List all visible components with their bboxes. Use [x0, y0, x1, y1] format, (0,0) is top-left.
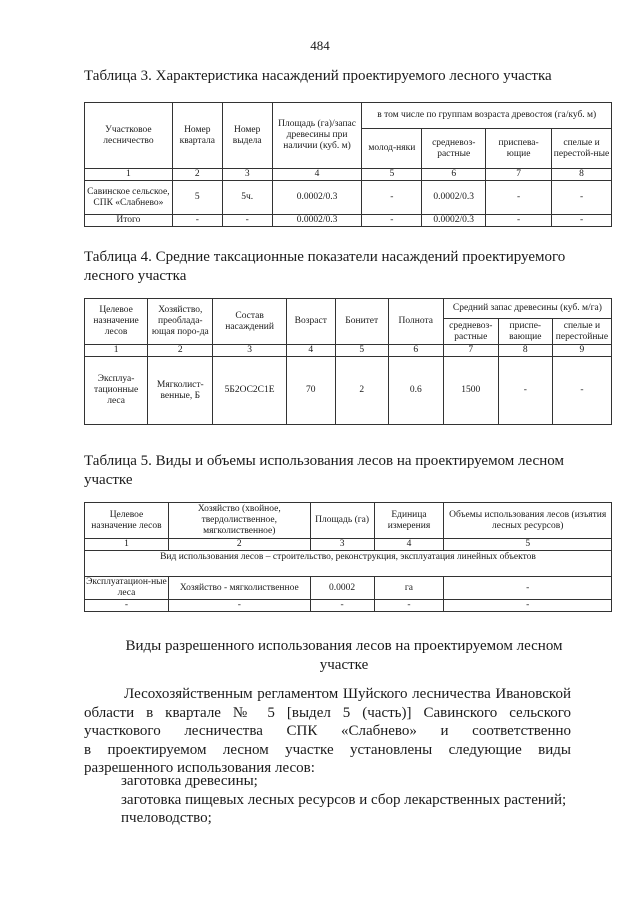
t4-cell: 0.6	[388, 357, 443, 425]
t4-header-stock: Средний запас древесины (куб. м/га)	[443, 299, 611, 319]
t4-header-maturing: приспе-вающие	[498, 319, 552, 345]
section-heading-line: участке	[319, 657, 369, 673]
table-row	[85, 577, 612, 600]
table-row	[85, 181, 612, 215]
t5-cell: -	[85, 600, 169, 612]
table-row-total	[85, 215, 612, 227]
t3-cell: -	[222, 215, 272, 227]
t4-num: 4	[286, 345, 335, 357]
t3-cell: -	[552, 215, 612, 227]
t4-cell: 1500	[443, 357, 498, 425]
t4-num: 7	[443, 345, 498, 357]
t5-cell: 0.0002	[310, 577, 374, 600]
t5-cell: -	[444, 577, 612, 600]
section-heading	[84, 637, 604, 675]
t4-num: 1	[85, 345, 148, 357]
t4-cell: 70	[286, 357, 335, 425]
t4-header-bonitet: Бонитет	[335, 299, 388, 345]
t4-num: 8	[498, 345, 552, 357]
list-item: заготовка древесины;	[121, 773, 258, 789]
t4-header-density: Полнота	[388, 299, 443, 345]
t3-num: 8	[552, 169, 612, 181]
paragraph-line: участкового лесничества СПК «Слабнево» и соответственно	[84, 723, 571, 740]
t3-header-mature: спелые и перестой-ные	[552, 129, 612, 169]
permitted-uses-list	[121, 772, 566, 828]
t5-num: 1	[85, 539, 169, 551]
t3-cell: 0.0002/0.3	[422, 181, 486, 215]
t3-cell: -	[172, 215, 222, 227]
t3-cell: -	[486, 215, 552, 227]
t3-num: 2	[172, 169, 222, 181]
table3-caption: Таблица 3. Характеристика насаждений проектируемого лесного участка	[84, 68, 552, 84]
t4-cell: 2	[335, 357, 388, 425]
section-paragraph	[84, 685, 571, 778]
t3-cell: 0.0002/0.3	[422, 215, 486, 227]
t5-header-unit: Единица измерения	[374, 503, 444, 539]
t3-header-maturing: приспева-ющие	[486, 129, 552, 169]
t4-number-row	[85, 345, 612, 357]
t5-usage-type-row: Вид использования лесов – строительство, реконструкция, эксплуатация линейных объектов	[85, 551, 612, 577]
t3-num: 3	[222, 169, 272, 181]
t3-header-quarter: Номер квартала	[172, 103, 222, 169]
t3-cell: 0.0002/0.3	[272, 215, 362, 227]
t4-cell: Мягколист-венные, Б	[148, 357, 213, 425]
t5-num: 2	[168, 539, 310, 551]
table4	[84, 298, 612, 425]
t4-cell: -	[552, 357, 611, 425]
t4-num: 9	[552, 345, 611, 357]
paragraph-line: Лесохозяйственным регламентом Шуйского лесничества Ивановской	[124, 686, 571, 702]
t5-num: 3	[310, 539, 374, 551]
t5-cell: Хозяйство - мягколиственное	[168, 577, 310, 600]
t3-cell: Савинское сельское, СПК «Слабнево»	[85, 181, 173, 215]
t5-header-volumes: Объемы использования лесов (изъятия лесных ресурсов)	[444, 503, 612, 539]
t5-cell: Эксплуатацион-ные леса	[86, 577, 167, 598]
page-number: 484	[310, 38, 330, 53]
t3-number-row	[85, 169, 612, 181]
t3-cell: 5ч.	[222, 181, 272, 215]
section-heading-line: Виды разрешенного использования лесов на проектируемом лесном	[125, 638, 563, 654]
t3-cell: 5	[172, 181, 222, 215]
table-row	[85, 600, 612, 612]
paragraph-line: разрешенного использования лесов:	[84, 760, 315, 777]
list-item: заготовка пищевых лесных ресурсов и сбор лекарственных растений;	[121, 791, 567, 808]
t3-num: 5	[362, 169, 422, 181]
t3-header-age-groups: в том числе по группам возраста древостоя (га/куб. м)	[362, 103, 612, 129]
t5-cell: -	[374, 600, 444, 612]
t3-header-middle-aged: средневоз-растные	[422, 129, 486, 169]
t4-header-composition: Состав насаждений	[213, 299, 286, 345]
t5-num: 4	[374, 539, 444, 551]
t3-num: 1	[85, 169, 173, 181]
t5-cell: га	[374, 577, 444, 600]
list-item: пчеловодство;	[121, 810, 212, 827]
table-row	[85, 357, 612, 425]
t4-header-age: Возраст	[286, 299, 335, 345]
table4-caption: Таблица 4. Средние таксационные показатели насаждений проектируемого лесного участка	[84, 249, 566, 284]
table5	[84, 502, 612, 612]
table5-caption: Таблица 5. Виды и объемы использования лесов на проектируемом лесном участке	[84, 453, 564, 488]
t3-cell: -	[552, 181, 612, 215]
paragraph-line: области в квартале № 5 [выдел 5 (часть)] Савинского сельского	[84, 704, 571, 721]
t3-header-young: молод-няки	[362, 129, 422, 169]
t5-number-row	[85, 539, 612, 551]
t4-header-middle-aged: средневоз-растные	[443, 319, 498, 345]
t5-header-economy: Хозяйство (хвойное, твердолиственное, мягколиственное)	[168, 503, 310, 539]
t3-cell: -	[362, 181, 422, 215]
t3-num: 7	[486, 169, 552, 181]
t4-cell: 5Б2ОС2С1Е	[213, 357, 286, 425]
t4-cell: -	[498, 357, 552, 425]
t3-cell: -	[362, 215, 422, 227]
t5-header-area: Площадь (га)	[310, 503, 374, 539]
t3-header-area: Площадь (га)/запас древесины при наличии (куб. м)	[272, 103, 362, 169]
t5-header-purpose: Целевое назначение лесов	[85, 503, 169, 539]
t5-cell: -	[444, 600, 612, 612]
t3-header-forestry: Участковое лесничество	[85, 103, 173, 169]
paragraph-line: в проектируемом лесном участке установлены следующие виды	[84, 741, 571, 758]
t3-cell: Итого	[85, 215, 173, 227]
t4-header-economy: Хозяйство, преоблада-ющая поро-да	[148, 299, 213, 345]
t4-num: 2	[148, 345, 213, 357]
t3-cell: 0.0002/0.3	[272, 181, 362, 215]
t4-cell: Эксплуа-тационные леса	[85, 357, 148, 425]
t4-header-mature: спелые и перестойные	[552, 319, 611, 345]
t4-header-purpose: Целевое назначение лесов	[85, 299, 148, 345]
table3	[84, 102, 612, 227]
t3-num: 4	[272, 169, 362, 181]
t5-cell: -	[168, 600, 310, 612]
t3-num: 6	[422, 169, 486, 181]
t3-cell: -	[486, 181, 552, 215]
t3-header-allotment: Номер выдела	[222, 103, 272, 169]
t4-num: 5	[335, 345, 388, 357]
t4-num: 6	[388, 345, 443, 357]
t4-num: 3	[213, 345, 286, 357]
t5-cell: -	[310, 600, 374, 612]
t5-num: 5	[444, 539, 612, 551]
